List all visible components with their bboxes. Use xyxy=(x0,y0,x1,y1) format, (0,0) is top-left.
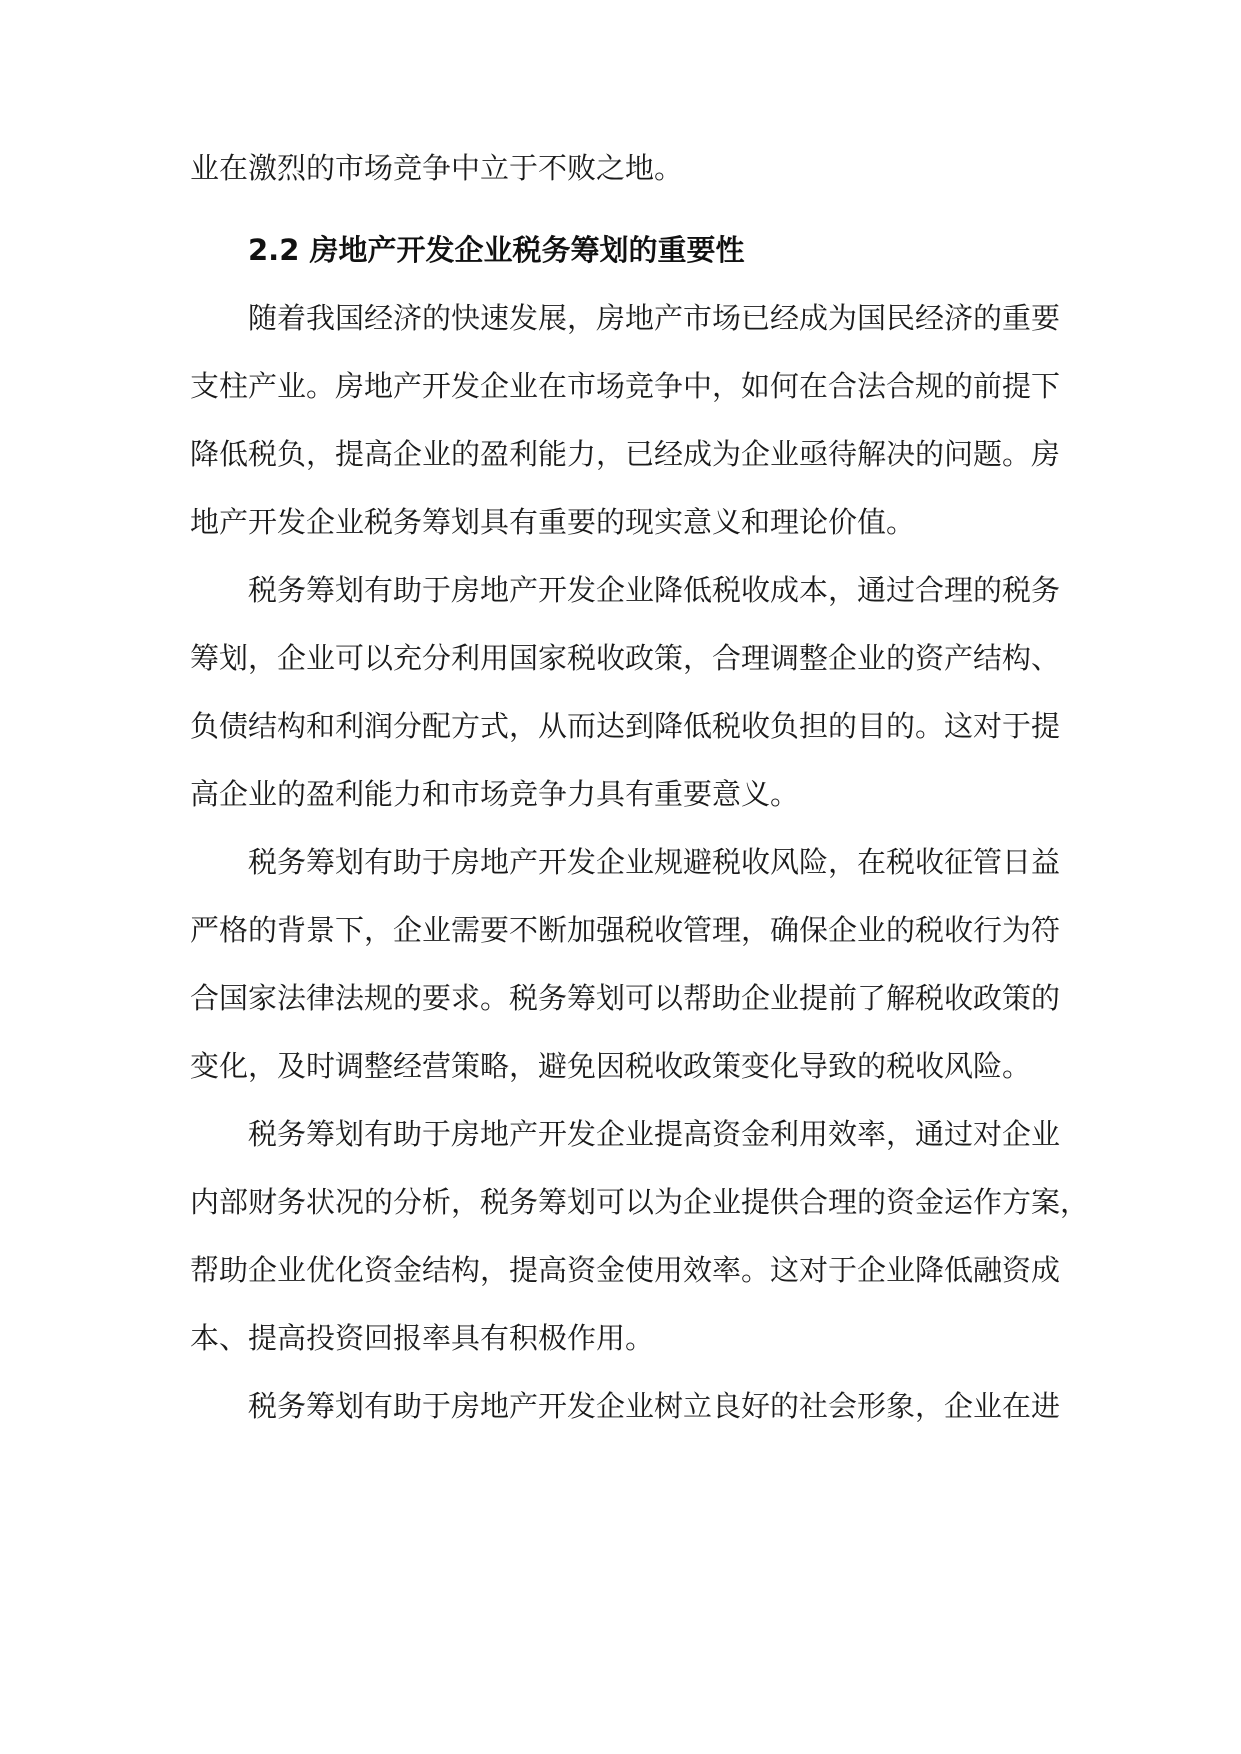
paragraph-3-line-4: 变化，及时调整经营策略，避免因税收政策变化导致的税收风险。 xyxy=(190,1049,1032,1083)
paragraph-4-line-1: 税务筹划有助于房地产开发企业提高资金利用效率，通过对企业 xyxy=(248,1117,1061,1151)
paragraph-4-line-2: 内部财务状况的分析，税务筹划可以为企业提供合理的资金运作方案， xyxy=(190,1185,1090,1219)
intro-line-1: 业在激烈的市场竞争中立于不败之地。 xyxy=(190,151,684,185)
paragraph-3-line-1: 税务筹划有助于房地产开发企业规避税收风险，在税收征管日益 xyxy=(248,845,1061,879)
paragraph-2-line-3: 负债结构和利润分配方式，从而达到降低税收负担的目的。这对于提 xyxy=(190,709,1061,743)
paragraph-3-line-2: 严格的背景下，企业需要不断加强税收管理，确保企业的税收行为符 xyxy=(190,913,1061,947)
paragraph-1-line-4: 地产开发企业税务筹划具有重要的现实意义和理论价值。 xyxy=(190,505,916,539)
paragraph-5-line-1: 税务筹划有助于房地产开发企业树立良好的社会形象，企业在进 xyxy=(248,1389,1061,1423)
paragraph-1-line-2: 支柱产业。房地产开发企业在市场竞争中，如何在合法合规的前提下 xyxy=(190,369,1061,403)
paragraph-1-line-1: 随着我国经济的快速发展，房地产市场已经成为国民经济的重要 xyxy=(248,301,1061,335)
section-heading: 2.2 房地产开发企业税务筹划的重要性 xyxy=(248,233,745,267)
paragraph-4-line-4: 本、提高投资回报率具有积极作用。 xyxy=(190,1321,655,1355)
paragraph-2-line-1: 税务筹划有助于房地产开发企业降低税收成本，通过合理的税务 xyxy=(248,573,1061,607)
paragraph-2-line-4: 高企业的盈利能力和市场竞争力具有重要意义。 xyxy=(190,777,800,811)
paragraph-4-line-3: 帮助企业优化资金结构，提高资金使用效率。这对于企业降低融资成 xyxy=(190,1253,1061,1287)
paragraph-2-line-2: 筹划，企业可以充分利用国家税收政策，合理调整企业的资产结构、 xyxy=(190,641,1061,675)
paragraph-1-line-3: 降低税负，提高企业的盈利能力，已经成为企业亟待解决的问题。房 xyxy=(190,437,1061,471)
paragraph-3-line-3: 合国家法律法规的要求。税务筹划可以帮助企业提前了解税收政策的 xyxy=(190,981,1061,1015)
